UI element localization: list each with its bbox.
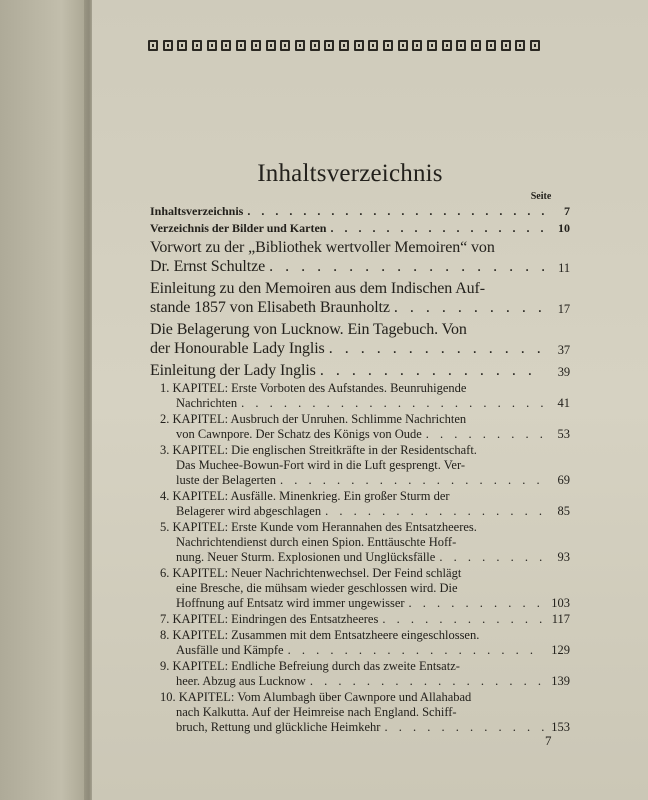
toc-page-number: 117: [551, 612, 570, 626]
dot-leader: [382, 612, 544, 627]
toc-page-number: 93: [557, 550, 570, 564]
chapter-title: 6. KAPITEL: Neuer Nachrichtenwechsel. Der Feind schlägt: [160, 566, 462, 580]
dot-leader: [394, 298, 544, 317]
toc-page-number: 17: [557, 302, 570, 316]
toc-entry: [150, 361, 570, 380]
ornament-glyph: [163, 40, 173, 51]
toc-page-number: 7: [564, 204, 570, 218]
toc-page-number: 41: [557, 396, 570, 410]
dot-leader: [269, 257, 544, 276]
chapter-title-cont: luste der Belagerten: [176, 473, 276, 487]
chapter-title: 5. KAPITEL: Erste Kunde vom Herannahen des Entsatzheeres.: [160, 520, 477, 534]
toc-entry-title: Verzeichnis der Bilder und Karten: [150, 221, 327, 235]
toc-entry-title: Inhaltsverzeichnis: [150, 204, 244, 218]
dot-leader: [426, 427, 544, 442]
toc-entry: [150, 320, 570, 358]
chapter-title-cont: von Cawnpore. Der Schatz des Königs von Oude: [176, 427, 422, 441]
toc-entry-title: Einleitung zu den Memoiren aus dem Indischen Auf-: [150, 280, 486, 297]
ornament-glyph: [192, 40, 202, 51]
toc-entry-title-cont: Dr. Ernst Schultze: [150, 258, 266, 275]
toc-page-number: 69: [557, 473, 570, 487]
toc-entry: [150, 204, 570, 218]
toc-page-number: 129: [551, 643, 570, 657]
chapter-title-cont: Nachrichtendienst durch einen Spion. Enttäuschte Hoff-: [176, 535, 457, 549]
chapter-title-cont: Belagerer wird abgeschlagen: [176, 504, 322, 518]
ornament-glyph: [398, 40, 408, 51]
ornamental-border: [148, 40, 540, 54]
toc-entry-title: Die Belagerung von Lucknow. Ein Tagebuch. Von: [150, 321, 467, 338]
ornament-glyph: [280, 40, 290, 51]
dot-leader: [241, 396, 544, 411]
toc-entry-title-cont: stande 1857 von Elisabeth Braunholtz: [150, 299, 390, 316]
toc-entry-title-cont: der Honourable Lady Inglis: [150, 340, 325, 357]
toc-chapter-entry: [150, 612, 570, 627]
ornament-glyph: [530, 40, 540, 51]
dot-leader: [409, 596, 544, 611]
ornament-glyph: [251, 40, 261, 51]
ornament-glyph: [148, 40, 158, 51]
ornament-glyph: [221, 40, 231, 51]
ornament-glyph: [501, 40, 511, 51]
ornament-glyph: [310, 40, 320, 51]
toc-chapter-entry: [150, 520, 570, 565]
ornament-glyph: [368, 40, 378, 51]
chapter-title: 8. KAPITEL: Zusammen mit dem Entsatzheere eingeschlossen.: [160, 628, 480, 642]
toc-page-number: 139: [551, 674, 570, 688]
ornament-glyph: [486, 40, 496, 51]
dot-leader: [247, 204, 544, 218]
dot-leader: [320, 361, 544, 380]
ornament-glyph: [177, 40, 187, 51]
chapter-title: 2. KAPITEL: Ausbruch der Unruhen. Schlimme Nachrichten: [160, 412, 467, 426]
chapter-title: 1. KAPITEL: Erste Vorboten des Aufstandes. Beunruhigende: [160, 381, 467, 395]
toc-page-number: 39: [557, 365, 570, 379]
page-number: 7: [545, 733, 552, 748]
toc-chapter-entry: [150, 659, 570, 689]
ornament-glyph: [471, 40, 481, 51]
ornament-glyph: [515, 40, 525, 51]
toc-entry: [150, 238, 570, 276]
toc-page-number: 11: [558, 261, 570, 275]
toc-page-number: 85: [557, 504, 570, 518]
ornament-glyph: [442, 40, 452, 51]
ornament-glyph: [324, 40, 334, 51]
chapter-title-cont: heer. Abzug aus Lucknow: [176, 674, 306, 688]
dot-leader: [384, 720, 544, 735]
dot-leader: [439, 550, 544, 565]
ornament-glyph: [456, 40, 466, 51]
chapter-title: 3. KAPITEL: Die englischen Streitkräfte in der Residentschaft.: [160, 443, 477, 457]
table-of-contents: [150, 204, 570, 735]
chapter-title: 4. KAPITEL: Ausfälle. Minenkrieg. Ein großer Sturm der: [160, 489, 450, 503]
toc-chapter-entry: [150, 489, 570, 519]
toc-chapter-entry: [150, 628, 570, 658]
dot-leader: [288, 643, 544, 658]
toc-entry-title: Einleitung der Lady Inglis: [150, 362, 316, 379]
chapter-title-cont: Nachrichten: [176, 396, 238, 410]
dot-leader: [280, 473, 544, 488]
ornament-glyph: [354, 40, 364, 51]
left-page-edge: [0, 0, 88, 800]
ornament-glyph: [339, 40, 349, 51]
toc-chapter-entry: [150, 381, 570, 411]
toc-page-number: 37: [557, 343, 570, 357]
chapter-title-cont: Das Muchee-Bowun-Fort wird in die Luft gesprengt. Ver-: [176, 458, 466, 472]
dot-leader: [330, 221, 544, 235]
toc-chapter-entry: [150, 690, 570, 735]
ornament-glyph: [412, 40, 422, 51]
ornament-glyph: [427, 40, 437, 51]
dot-leader: [329, 339, 544, 358]
toc-entry: [150, 221, 570, 235]
toc-chapter-entry: [150, 566, 570, 611]
chapter-title-cont: eine Bresche, die mühsam wieder geschlossen wird. Die: [176, 581, 458, 595]
chapter-title-cont: nach Kalkutta. Auf der Heimreise nach England. Schiff-: [176, 705, 457, 719]
ornament-glyph: [207, 40, 217, 51]
toc-chapter-entry: [150, 412, 570, 442]
chapter-title-cont: Ausfälle und Kämpfe: [176, 643, 284, 657]
chapter-title: 7. KAPITEL: Eindringen des Entsatzheeres: [160, 612, 379, 626]
page-title: Inhaltsverzeichnis: [257, 160, 443, 187]
toc-chapter-entry: [150, 443, 570, 488]
toc-page-number: 10: [558, 221, 570, 235]
dot-leader: [310, 674, 544, 689]
page-column-header: Seite: [530, 191, 552, 202]
chapter-title: 10. KAPITEL: Vom Alumbagh über Cawnpore und Allahabad: [160, 690, 472, 704]
toc-entry: [150, 279, 570, 317]
chapter-title-cont: bruch, Rettung und glückliche Heimkehr: [176, 720, 381, 734]
chapter-title-cont: Hoffnung auf Entsatz wird immer ungewisser: [176, 596, 405, 610]
toc-page-number: 53: [557, 427, 570, 441]
ornament-glyph: [383, 40, 393, 51]
chapter-title: 9. KAPITEL: Endliche Befreiung durch das zweite Entsatz-: [160, 659, 460, 673]
ornament-glyph: [236, 40, 246, 51]
toc-page-number: 103: [551, 596, 570, 610]
ornament-glyph: [266, 40, 276, 51]
toc-page-number: 153: [551, 720, 570, 734]
chapter-title-cont: nung. Neuer Sturm. Explosionen und Unglücksfälle: [176, 550, 436, 564]
dot-leader: [325, 504, 544, 519]
toc-entry-title: Vorwort zu der „Bibliothek wertvoller Memoiren“ von: [150, 239, 495, 256]
ornament-glyph: [295, 40, 305, 51]
